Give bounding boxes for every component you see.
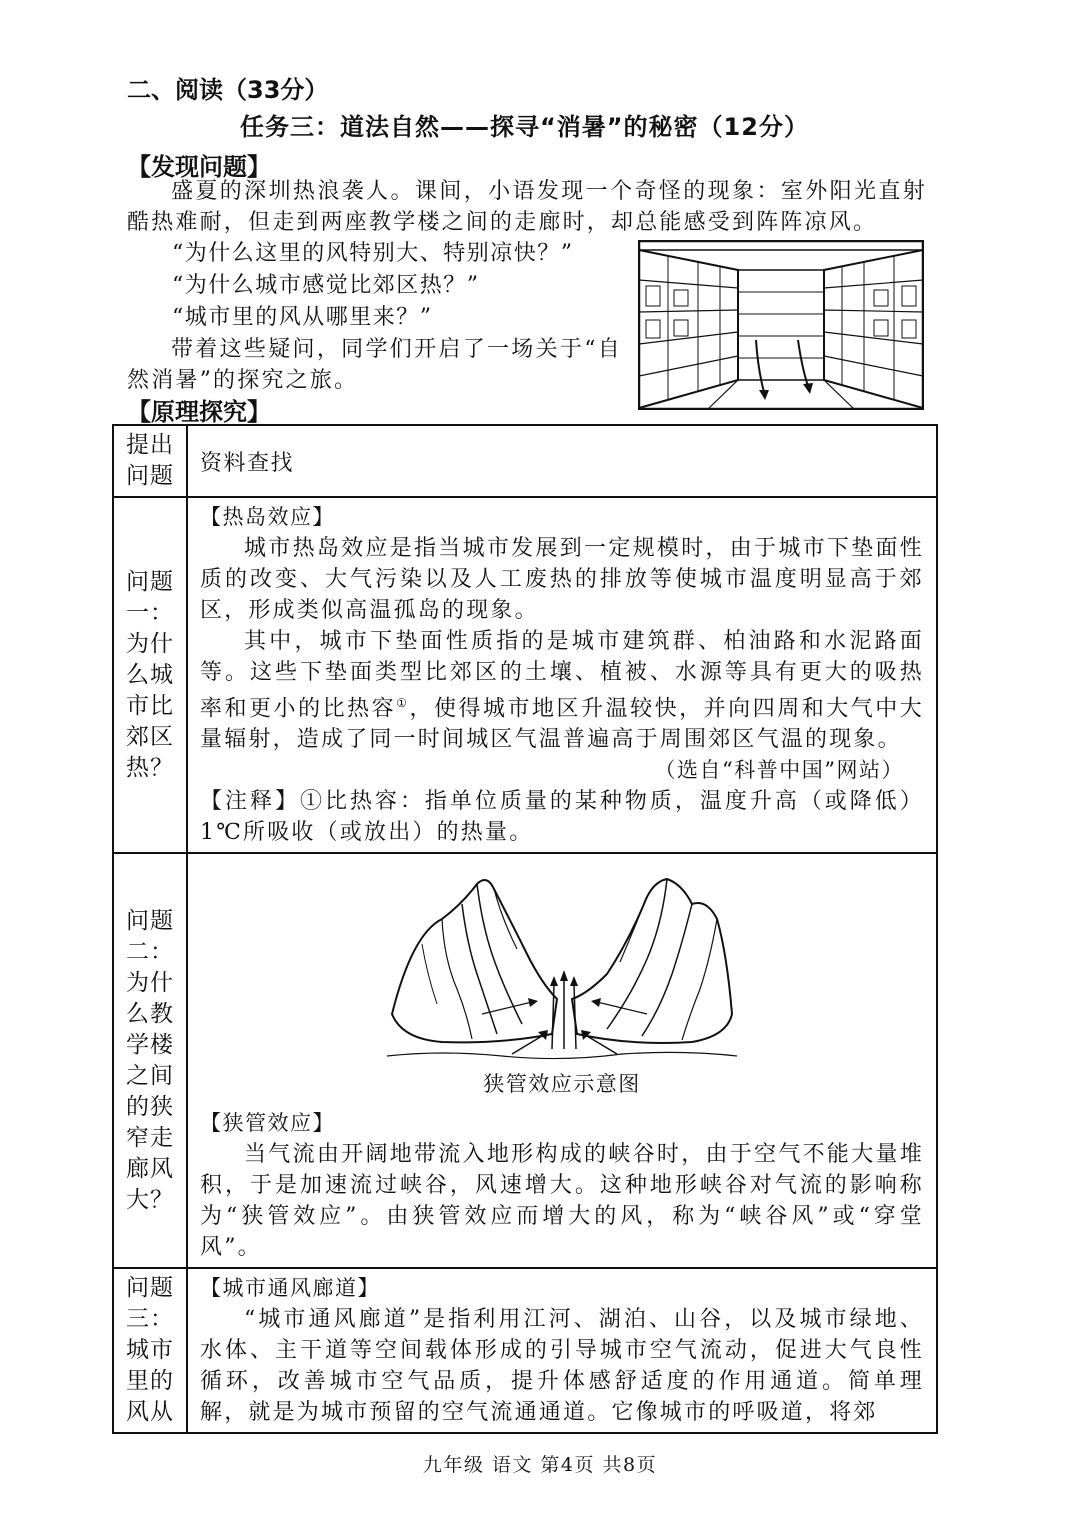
table-row	[113, 497, 937, 853]
task-title: 任务三：道法自然——探寻“消暑”的秘密（12分）	[240, 113, 809, 141]
question-line-1: “为什么这里的风特别大、特别凉快？”	[172, 241, 574, 266]
row3-paragraph: “城市通风廊道”是指利用江河、湖泊、山谷，以及城市绿地、水体、主干道等空间载体形成的引导城市空气流动，促进大气良性循环，改善城市空气品质，提升体感舒适度的作用通道。简单理解，就是为城市预留的空气流通通道。它像城市的呼吸道，将郊	[200, 1307, 924, 1426]
principle-heading: 【原理探究】	[127, 398, 271, 426]
discover-heading: 【发现问题】	[127, 153, 271, 181]
research-table	[112, 424, 938, 1434]
corridor-drawing	[638, 240, 924, 410]
row1-paragraph2-b: ，使得城市地区升温较快，并向四周和大气中大量辐射，造成了同一时间城区气温普遍高于周围郊区气温的现象。	[200, 696, 924, 753]
discover-intro: 盛夏的深圳热浪袭人。课间，小语发现一个奇怪的现象：室外阳光直射酷热难耐，但走到两座教学楼之间的走廊时，却总能感受到阵阵凉风。	[127, 179, 927, 235]
row1-note: 【注释】①比热容：指单位质量的某种物质，温度升高（或降低）1℃所吸收（或放出）的热量。	[200, 789, 924, 846]
table-row	[113, 1268, 937, 1433]
row2-content	[187, 853, 937, 1268]
corridor-illustration	[638, 240, 924, 410]
row1-source: （选自“科普中国”网站）	[654, 758, 904, 783]
row1-question: 问题一：为什么城市比郊区热？	[113, 497, 187, 853]
row3-question: 问题三：城市里的风从	[113, 1268, 187, 1433]
discover-closing: 带着这些疑问，同学们开启了一场关于“自然消暑”的探究之旅。	[127, 337, 622, 393]
row1-paragraph2-a: 其中，城市下垫面性质指的是城市建筑群、柏油路和水泥路面等。这些下垫面类型比郊区的土壤、植被、水源等具有更大的吸热率和更小的比热容	[200, 629, 924, 722]
page-footer: 九年级 语文 第4页 共8页	[422, 1454, 658, 1476]
row1-title: 【热岛效应】	[200, 505, 335, 529]
row1-paragraph2	[200, 626, 924, 755]
header-question-cell: 提出问题	[113, 425, 187, 497]
header-material-cell: 资料查找	[187, 425, 937, 497]
question-line-3: “城市里的风从哪里来？”	[172, 305, 433, 330]
table-row	[113, 853, 937, 1268]
row1-content	[187, 497, 937, 853]
row2-title: 【狭管效应】	[200, 1111, 335, 1136]
row1-paragraph1: 城市热岛效应是指当城市发展到一定规模时，由于城市下垫面性质的改变、大气污染以及人工废热的排放等使城市温度明显高于郊区，形成类似高温孤岛的现象。	[200, 536, 924, 623]
row2-paragraph: 当气流由开阔地带流入地形构成的峡谷时，由于空气不能大量堆积，于是加速流过峡谷，风速增大。这种地形峡谷对气流的影响称为“狭管效应”。由狭管效应而增大的风，称为“峡谷风”或“穿堂风”。	[200, 1142, 924, 1261]
table-header-row	[113, 425, 937, 497]
narrow-pipe-diagram	[382, 864, 742, 1064]
footnote-mark: ①	[396, 696, 410, 710]
row3-title: 【城市通风廊道】	[200, 1276, 380, 1301]
row2-question: 问题二：为什么教学楼之间的狭窄走廊风大？	[113, 853, 187, 1268]
valley-illustration	[200, 864, 924, 1068]
row3-content	[187, 1268, 937, 1433]
section-heading: 二、阅读（33分）	[127, 76, 329, 104]
diagram-caption: 狭管效应示意图	[483, 1072, 641, 1097]
question-line-2: “为什么城市感觉比郊区热？”	[172, 273, 480, 298]
